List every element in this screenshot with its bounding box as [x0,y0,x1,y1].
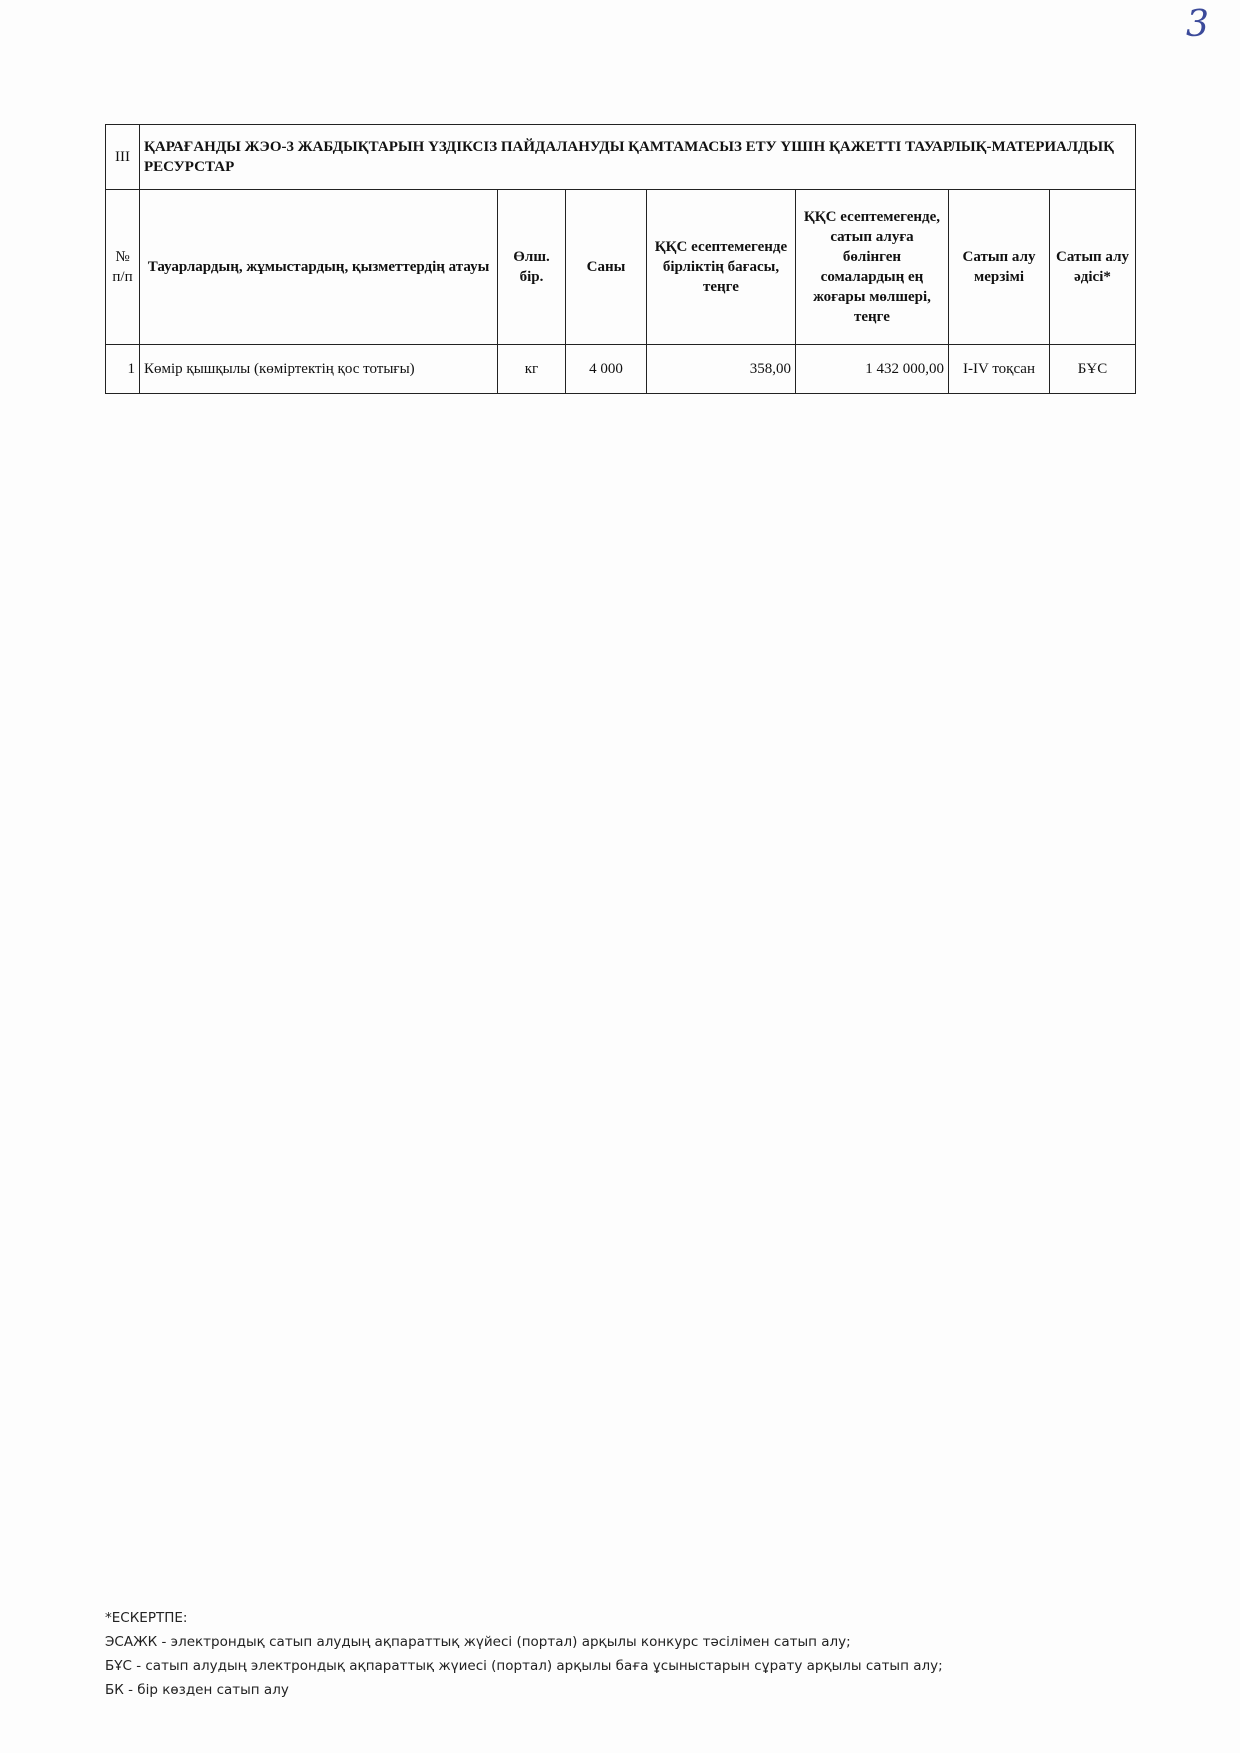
notes-block [105,1606,943,1702]
note-item: БК - бір көзден сатып алу [105,1682,289,1698]
header-unit: Өлш. бір. [498,190,566,345]
row-max-sum: 1 432 000,00 [796,345,949,394]
row-unit-price: 358,00 [647,345,796,394]
row-qty: 4 000 [566,345,647,394]
header-max-sum: ҚҚС есептемегенде, сатып алуға бөлінген сомалардың ең жоғары мөлшері, теңге [796,190,949,345]
header-unit-price: ҚҚС есептемегенде бірліктің бағасы, теңге [647,190,796,345]
row-num: 1 [106,345,140,394]
row-unit: кг [498,345,566,394]
notes-title: *ЕСКЕРТПЕ: [105,1610,188,1626]
header-period: Сатып алу мерзімі [949,190,1050,345]
page-number: 3 [1186,4,1209,45]
column-header-row [106,190,1136,345]
section-header-row [106,125,1136,190]
row-method: БҰС [1050,345,1136,394]
header-method: Сатып алу әдісі* [1050,190,1136,345]
note-item: ЭСАЖК - электрондық сатып алудың ақпараттық жүйесі (портал) арқылы конкурс тәсілімен сатып алу; [105,1634,851,1650]
procurement-table [105,124,1136,394]
table-row [106,345,1136,394]
header-num: № п/п [106,190,140,345]
row-name: Көмір қышқылы (көміртектің қос тотығы) [140,345,498,394]
header-qty: Саны [566,190,647,345]
header-name: Тауарлардың, жұмыстардың, қызметтердің атауы [140,190,498,345]
row-period: I-IV тоқсан [949,345,1050,394]
section-title: ҚАРАҒАНДЫ ЖЭО-3 ЖАБДЫҚТАРЫН ҮЗДІКСІЗ ПАЙДАЛАНУДЫ ҚАМТАМАСЫЗ ЕТУ ҮШІН ҚАЖЕТТІ ТАУАРЛЫҚ-МАТЕРИАЛДЫҚ РЕСУРСТАР [140,125,1136,190]
section-number: III [106,125,140,190]
note-item: БҰС - сатып алудың электрондық ақпараттық жүиесі (портал) арқылы баға ұсыныстарын сұрату арқылы сатып алу; [105,1658,943,1674]
